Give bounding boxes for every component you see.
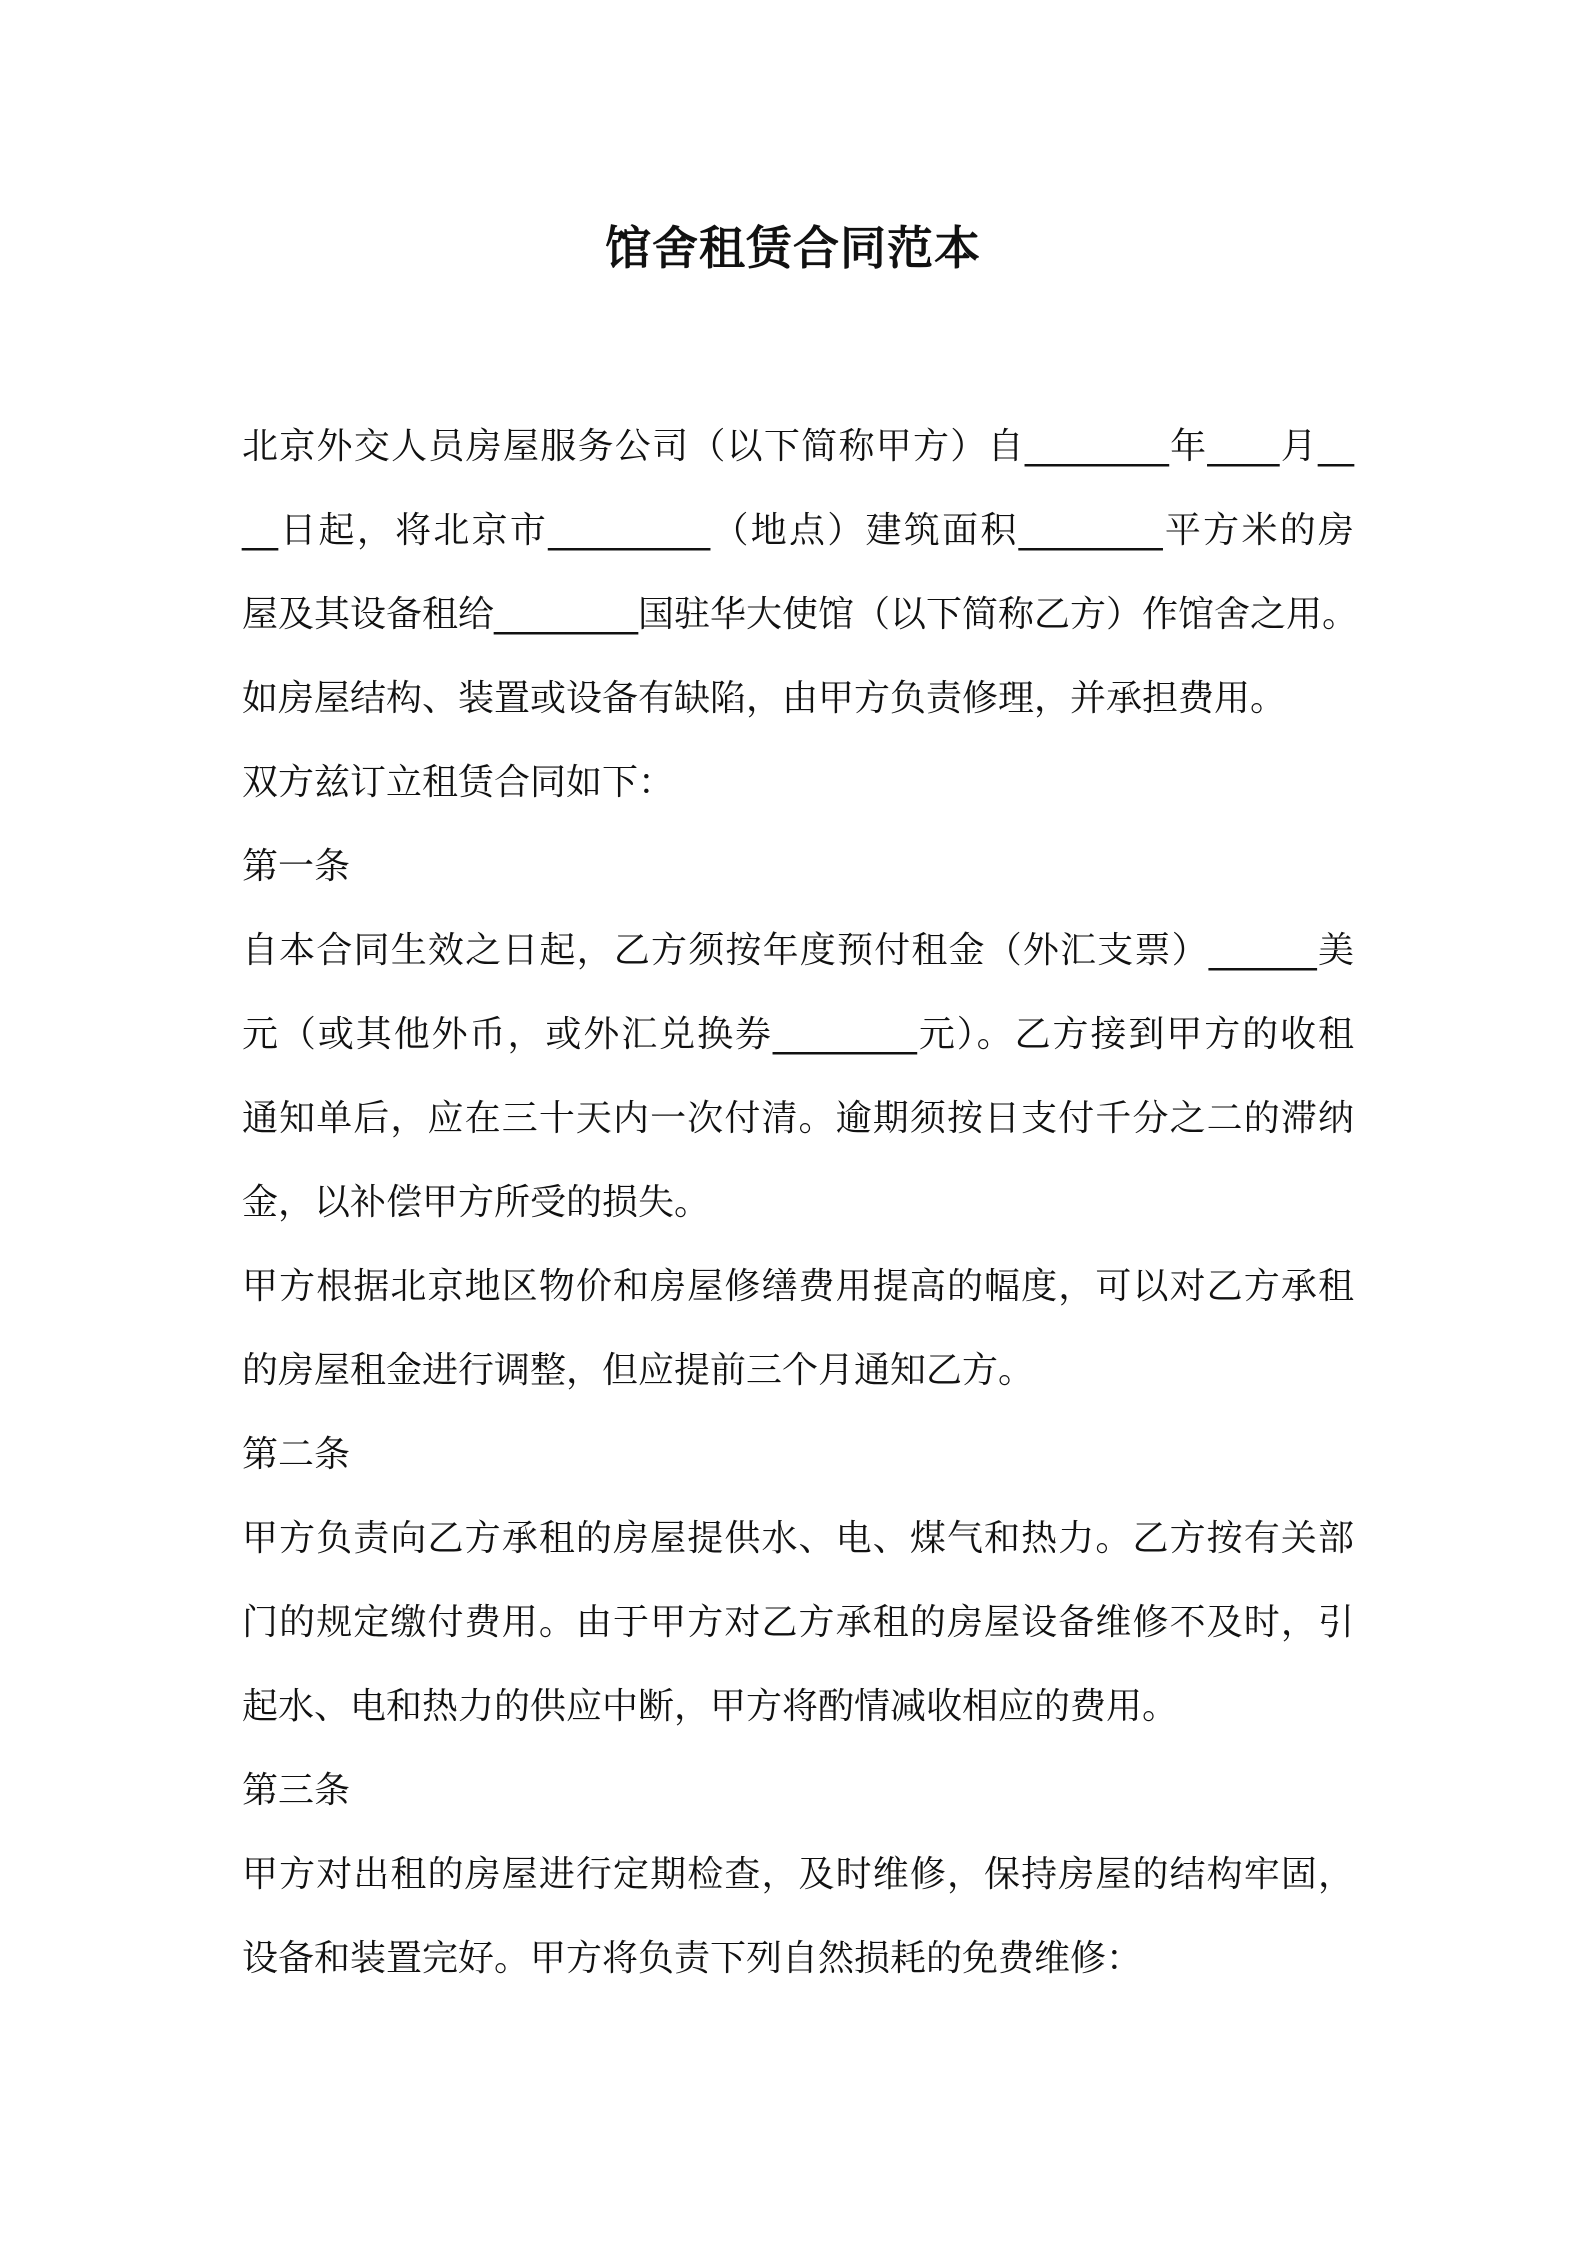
- paragraph-line: 甲方根据北京地区物价和房屋修缮费用提高的幅度，可以对乙方承租: [242, 1266, 1354, 1307]
- paragraph-line: 通知单后，应在三十天内一次付清。逾期须按日支付千分之二的滞纳: [242, 1098, 1354, 1139]
- paragraph-line: 北京外交人员房屋服务公司（以下简称甲方）自________年____月__: [242, 426, 1354, 467]
- document-title: 馆舍租赁合同范本: [605, 221, 981, 275]
- paragraph-line: 门的规定缴付费用。由于甲方对乙方承租的房屋设备维修不及时，引: [242, 1602, 1354, 1643]
- document-body: [242, 405, 1359, 2001]
- paragraph-line: 甲方负责向乙方承租的房屋提供水、电、煤气和热力。乙方按有关部: [242, 1518, 1354, 1559]
- article-heading: 第一条: [242, 846, 351, 887]
- paragraph-line: 自本合同生效之日起，乙方须按年度预付租金（外汇支票）______美: [242, 930, 1354, 971]
- paragraph-line: 元（或其他外币，或外汇兑换券________元）。乙方接到甲方的收租: [242, 1014, 1354, 1055]
- paragraph-line: 的房屋租金进行调整，但应提前三个月通知乙方。: [242, 1350, 1035, 1391]
- paragraph-line: __日起，将北京市_________（地点）建筑面积________平方米的房: [242, 510, 1354, 551]
- paragraph-line: 设备和装置完好。甲方将负责下列自然损耗的免费维修：: [242, 1938, 1143, 1979]
- paragraph-line: 起水、电和热力的供应中断，甲方将酌情减收相应的费用。: [242, 1686, 1179, 1727]
- paragraph-line: 如房屋结构、装置或设备有缺陷，由甲方负责修理，并承担费用。: [242, 678, 1287, 719]
- paragraph-line: 金，以补偿甲方所受的损失。: [242, 1182, 711, 1223]
- paragraph-line: 甲方对出租的房屋进行定期检查，及时维修，保持房屋的结构牢固，: [242, 1854, 1354, 1895]
- article-heading: 第二条: [242, 1434, 351, 1475]
- paragraph-line: 屋及其设备租给________国驻华大使馆（以下简称乙方）作馆舍之用。: [242, 594, 1359, 635]
- paragraph-line: 双方兹订立租赁合同如下：: [242, 762, 675, 803]
- article-heading: 第三条: [242, 1770, 351, 1811]
